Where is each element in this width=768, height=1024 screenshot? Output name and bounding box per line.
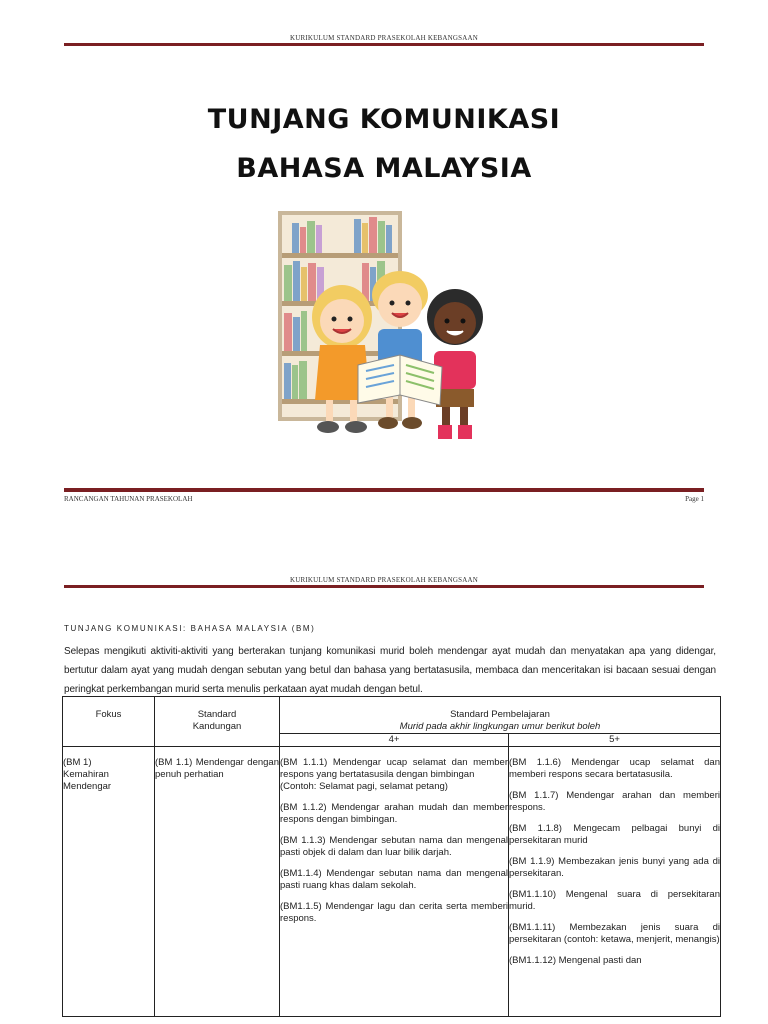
intro-paragraph: Selepas mengikuti aktiviti-aktiviti yang berterakan tunjang komunikasi murid boleh mendengar ayat mudah dan menyatakan apa yang didengar, bertutur dalam ayat yang mudah dengan sebutan yang betul dan bahasa yang bertatasusila, membaca dan menceritakan isi bacaan sesuai dengan peringkat perkembangan murid serta menulis perkataan ayat mudah dengan betul. — [64, 646, 716, 695]
children-reading-illustration — [270, 205, 500, 455]
list-item: (BM 1.1.8) Mengecam pelbagai bunyi di persekitaran murid — [509, 823, 720, 846]
list-item: (BM 1.1.9) Membezakan jenis bunyi yang ada di persekitaran. — [509, 856, 720, 879]
header-rule — [64, 585, 704, 588]
list-item: (BM1.1.5) Mendengar lagu dan cerita serta memberi respons. — [280, 901, 508, 924]
footer-rule — [64, 488, 704, 492]
header-standard-pembelajaran: Standard Pembelajaran Murid pada akhir lingkungan umur berikut boleh — [280, 697, 721, 734]
kandungan-cell: (BM 1.1) Mendengar dengan penuh perhatian — [155, 747, 280, 1017]
table-row — [63, 747, 721, 1017]
header-age-4: 4+ — [280, 734, 509, 747]
list-item: (BM1.1.11) Membezakan jenis suara di persekitaran (contoh: ketawa, menjerit, menangis) — [509, 922, 720, 945]
child-right-graphic — [427, 289, 483, 439]
page-subtitle: BAHASA MALAYSIA — [236, 153, 532, 184]
list-item: (BM1.1.12) Mengenal pasti dan — [509, 955, 642, 966]
table-header-row — [63, 697, 721, 734]
list-item: (BM 1.1.2) Mendengar arahan mudah dan member respons dengan bimbingan. — [280, 802, 508, 825]
list-item: (BM 1.1.3) Mendengar sebutan nama dan mengenal pasti objek di dalam dan luar bilik darjah. — [280, 835, 508, 858]
page-title: TUNJANG KOMUNIKASI — [207, 104, 561, 135]
pembelajaran-5-cell — [509, 747, 721, 1017]
list-item: (BM 1.1.1) Mendengar ucap selamat dan member respons yang bertatasusila dengan bimbingan — [280, 757, 508, 780]
list-item: (BM 1.1.7) Mendengar arahan dan memberi respons. — [509, 790, 720, 813]
running-header: KURIKULUM STANDARD PRASEKOLAH KEBANGSAAN — [289, 34, 479, 42]
list-item: (BM1.1.4) Mendengar sebutan nama dan mengenal pasti ruang khas dalam sekolah. — [280, 868, 508, 891]
pembelajaran-4-cell — [280, 747, 509, 1017]
fokus-cell: (BM 1) Kemahiran Mendengar — [63, 747, 155, 1017]
list-item: (BM 1.1.6) Mendengar ucap selamat dan memberi respons secara bertatasusila. — [509, 757, 720, 780]
header-fokus: Fokus — [63, 697, 155, 747]
content-page — [0, 572, 768, 1024]
standards-table — [62, 696, 721, 1017]
footer-left-text: RANCANGAN TAHUNAN PRASEKOLAH — [64, 495, 193, 503]
section-heading: TUNJANG KOMUNIKASI: BAHASA MALAYSIA (BM) — [64, 624, 316, 633]
running-header: KURIKULUM STANDARD PRASEKOLAH KEBANGSAAN — [289, 576, 479, 584]
page-number: Page 1 — [685, 495, 704, 503]
header-rule — [64, 43, 704, 46]
list-item-example: (Contoh: Selamat pagi, selamat petang) — [280, 781, 448, 792]
list-item: (BM1.1.10) Mengenal suara di persekitaran murid. — [509, 889, 720, 912]
header-standard-kandungan: Standard Kandungan — [155, 697, 280, 747]
header-age-5: 5+ — [509, 734, 721, 747]
